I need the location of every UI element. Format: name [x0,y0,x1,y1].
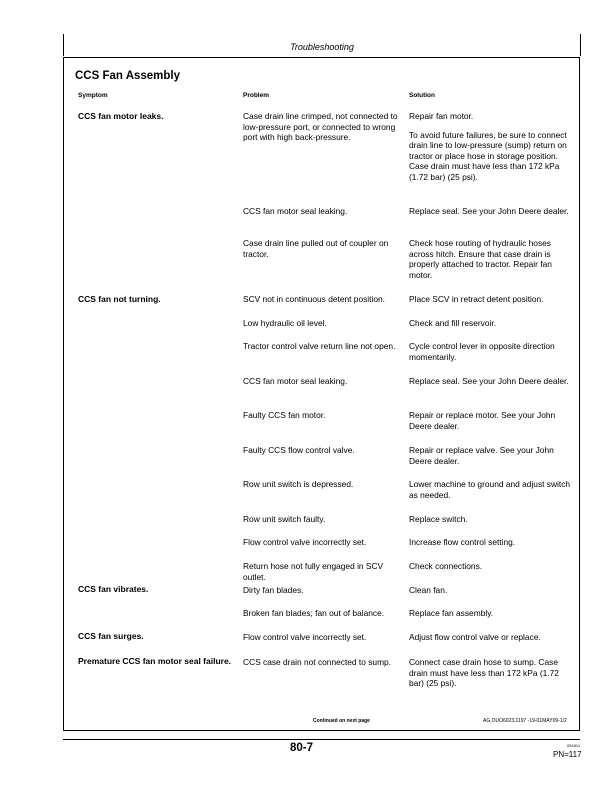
row-problem: CCS case drain not connected to sump. [243,657,392,667]
row-problem: Flow control valve incorrectly set. [243,632,367,642]
row-problem: CCS fan motor seal leaking. [243,376,348,386]
footer-rule [63,739,580,740]
row-solution [409,294,571,305]
solution-text: Replace switch. [409,514,468,524]
row-problem: Dirty fan blades. [243,585,304,595]
solution-text: Increase flow control setting. [409,537,516,547]
row-solution [409,238,571,280]
solution-text: To avoid future failures, be sure to connect drain line to low-pressure (sump) return on tractor or place hose in storage position. Case drain must have less than 172 kPa (1.72 bar) (25 psi). [409,129,567,182]
row-solution [409,585,571,596]
solution-text: Connect case drain hose to sump. Case drain must have less than 172 kPa (1.72 bar) (25 psi). [409,657,559,688]
solution-text: Cycle control lever in opposite direction momentarily. [409,341,555,362]
row-solution [409,608,571,619]
continued-note: Continued on next page [313,718,370,724]
row-problem: Faulty CCS flow control valve. [243,445,355,455]
row-solution [409,479,571,500]
row-symptom: CCS fan vibrates. [78,584,149,594]
row-problem: Flow control valve incorrectly set. [243,537,367,547]
solution-text: Replace seal. See your John Deere dealer. [409,206,569,216]
row-problem: SCV not in continuous detent position. [243,294,386,304]
solution-text: Adjust flow control valve or replace. [409,632,541,642]
solution-text: Repair or replace valve. See your John Deere dealer. [409,445,554,466]
column-header-symptom: Symptom [78,92,108,99]
row-solution [409,111,571,182]
page-number: 80-7 [290,742,314,754]
document-reference: AG,OUO6023,1197 -19-01MAY09-1/2 [483,718,567,724]
row-symptom: CCS fan not turning. [78,294,161,304]
pn-number: PN=117 [553,750,582,759]
row-solution [409,514,571,525]
row-problem: Faulty CCS fan motor. [243,410,326,420]
row-problem: Row unit switch is depressed. [243,479,354,489]
row-solution [409,632,571,643]
row-problem: Row unit switch faulty. [243,514,326,524]
frame-right-border [580,34,581,56]
row-solution [409,341,571,362]
solution-text: Check hose routing of hydraulic hoses across hitch. Ensure that case drain is properly attached to tractor. Repair fan motor. [409,238,552,280]
solution-text: Lower machine to ground and adjust switch as needed. [409,479,571,500]
row-solution [409,410,571,431]
row-solution [409,561,571,572]
row-problem: Low hydraulic oil level. [243,318,327,328]
solution-text: Clean fan. [409,585,448,595]
row-symptom: CCS fan surges. [78,631,144,641]
row-problem: CCS fan motor seal leaking. [243,206,348,216]
row-symptom: Premature CCS fan motor seal failure. [78,656,232,666]
row-problem: Return hose not fully engaged in SCV outlet. [243,561,384,582]
column-header-problem: Problem [243,92,270,99]
column-header-solution: Solution [409,92,435,99]
solution-text: Repair or replace motor. See your John Deere dealer. [409,410,556,431]
row-problem: Case drain line crimped, not connected to low-pressure port, or connected to wrong port with high back-pressure. [243,111,398,142]
solution-text: Check connections. [409,561,483,571]
row-problem: Broken fan blades; fan out of balance. [243,608,385,618]
solution-text: Check and fill reservoir. [409,318,497,328]
footer-code: 051811 [567,743,581,748]
row-solution [409,206,571,217]
solution-text: Repair fan motor. [409,111,474,121]
solution-text: Replace fan assembly. [409,608,494,618]
row-solution [409,657,571,689]
row-solution [409,376,571,387]
page-header-title: Troubleshooting [290,42,354,52]
section-title: CCS Fan Assembly [75,70,181,82]
row-problem: Case drain line pulled out of coupler on tractor. [243,238,389,259]
row-problem: Tractor control valve return line not open. [243,341,396,351]
solution-text: Replace seal. See your John Deere dealer. [409,376,569,386]
row-solution [409,445,571,466]
row-symptom: CCS fan motor leaks. [78,111,164,121]
row-solution [409,537,571,548]
solution-text: Place SCV in retract detent position. [409,294,544,304]
row-solution [409,318,571,329]
